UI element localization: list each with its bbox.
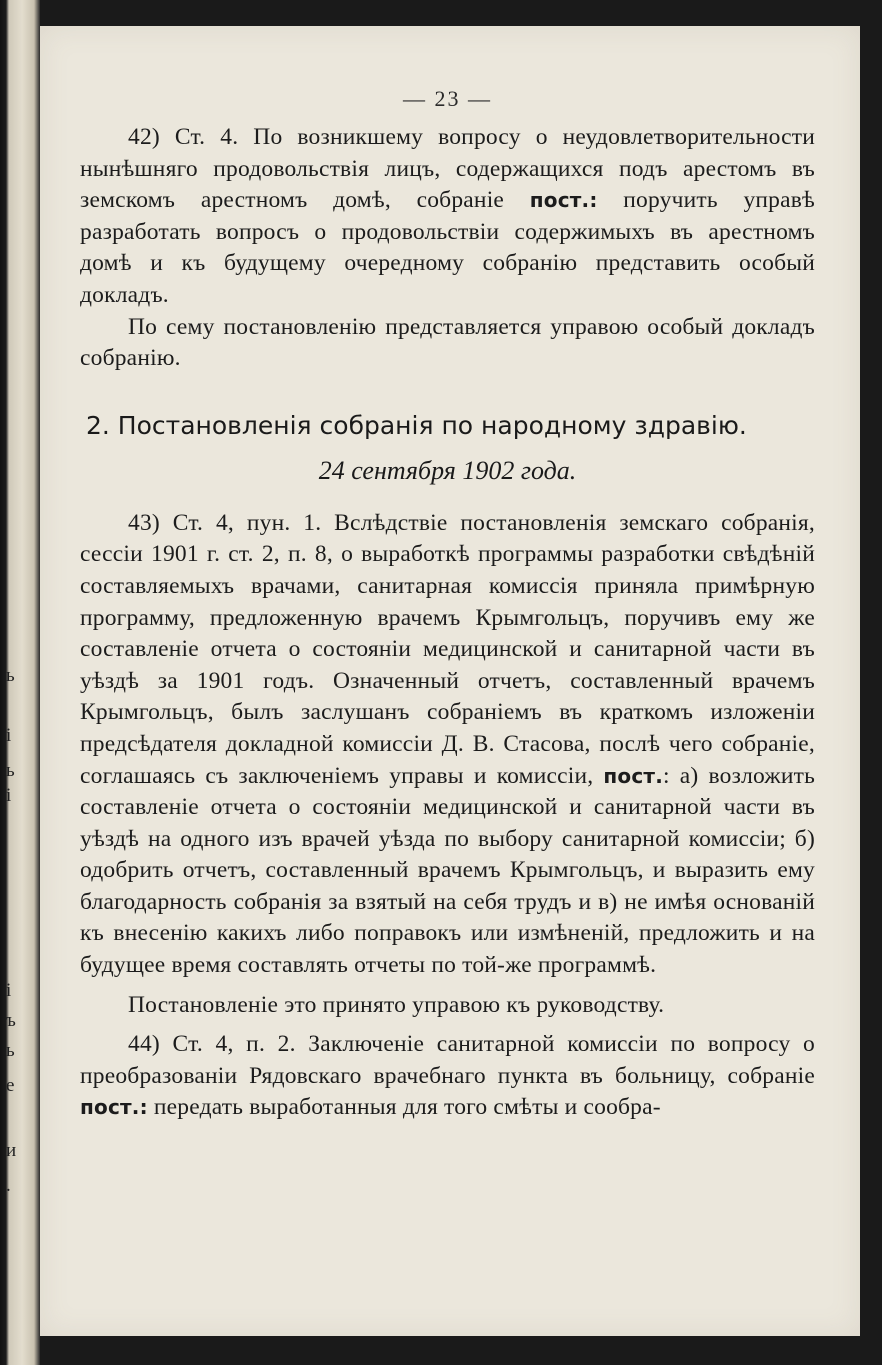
paragraph-text: Вслѣдствіе постановленія земскаго собранія, сессіи 1901 г. ст. 2, п. 8, о выработкѣ программы разработки свѣдѣній составляемыхъ врачами, санитарная комиссія приняла примѣрную программу, предложенную врачемъ Крымгольцъ, поручивъ ему же составленіе отчета о состояніи медицинской и санитарной части въ уѣздѣ за 1901 годъ. Означенный отчетъ, составленный врачемъ Крымгольцъ, былъ заслушанъ собраніемъ въ краткомъ изложеніи предсѣдателя докладной комиссіи Д. В. Стасова, послѣ чего собраніе, соглашаясь съ заключеніемъ управы и комиссіи, (80, 509, 815, 789)
left-mark: ь (6, 760, 15, 781)
page-content (80, 86, 815, 1124)
left-mark: ъ (6, 1010, 16, 1031)
resolution-abbrev: пост.: (80, 1095, 148, 1120)
left-mark: ь (6, 665, 15, 686)
section-heading: 2. Постановленія собранія по народному здравію. (86, 410, 747, 440)
left-mark: е (6, 1075, 15, 1096)
left-mark: ь (6, 1040, 15, 1061)
page-number: — 23 — (403, 86, 492, 111)
paragraph-text: Заключеніе санитарной комиссіи по вопросу о преобразованіи Рядовскаго врачебнаго пункта въ больницу, собраніе (80, 1031, 815, 1089)
paragraph-42 (80, 122, 815, 312)
paragraph-43 (80, 508, 815, 982)
left-mark: . (6, 1175, 11, 1196)
left-mark: і (6, 725, 12, 746)
adjacent-page-edge (0, 0, 40, 1365)
paragraph-44 (80, 1029, 815, 1124)
resolution-abbrev: пост. (603, 763, 663, 788)
resolution-abbrev: пост.: (529, 188, 598, 213)
item-number: 43) Ст. 4, пун. 1. (128, 509, 322, 536)
item-number: 42) Ст. 4. (128, 124, 239, 150)
note-43: Постановленіе это принято управою къ руководству. (128, 991, 665, 1018)
book-page (40, 26, 860, 1336)
left-mark: і (6, 785, 12, 806)
note-42: По сему постановленію представляется управою особый докладъ собранію. (80, 313, 815, 372)
left-mark: и (6, 1140, 17, 1161)
item-number: 44) Ст. 4, п. 2. (128, 1031, 296, 1058)
session-date: 24 сентября 1902 года. (318, 455, 577, 485)
paragraph-text: По возникшему вопросу о неудовлетворительности нынѣшняго продовольствія лицъ, содержащихся подъ арестомъ въ земскомъ арестномъ домѣ, собраніе (80, 124, 815, 214)
adjacent-page-marks (6, 0, 36, 1365)
paragraph-text: передать выработанныя для того смѣты и сообра- (147, 1094, 661, 1121)
paragraph-text: : а) возложить составленіе отчета о состояніи медицинской и санитарной части въ уѣздѣ на одного изъ врачей уѣзда по выбору санитарной комиссіи; б) одобрить отчетъ, составленный врачемъ Крымгольцъ, и выразить ему благодарность собранія за взятый на себя трудъ и в) не имѣя основаній къ внесенію какихъ либо поправокъ или измѣненій, предложить и на будущее время составлять отчеты по той-же программѣ. (80, 762, 815, 979)
left-mark: і (6, 980, 12, 1001)
paragraph-text: поручить управѣ разработать вопросъ о продовольствіи содержимыхъ въ арестномъ домѣ и къ будущему очередному собранію представить особый докладъ. (80, 187, 816, 308)
